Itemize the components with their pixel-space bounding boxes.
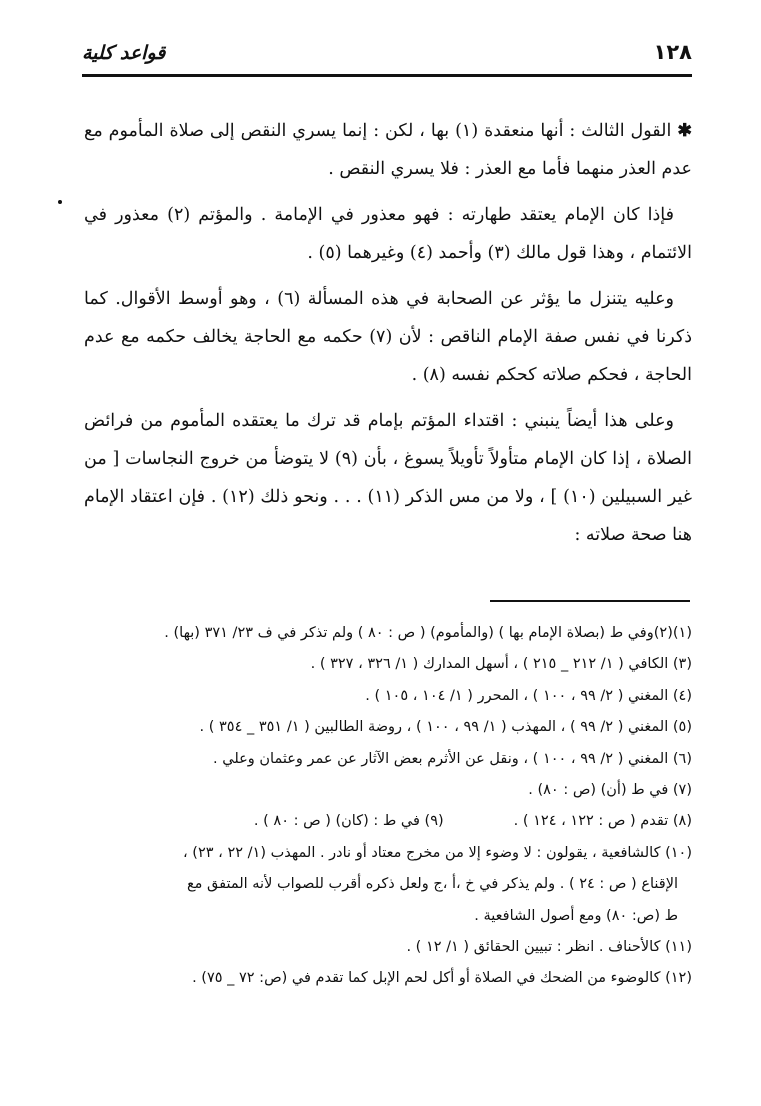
footnote-row [70,806,692,837]
paragraph-2: فإذا كان الإمام يعتقد طهارته : فهو معذور في الإمامة . والمؤتم (٢) معذور في الائتمام ، وهذا قول مالك (٣) وأحمد (٤) وغيرهما (٥) . [84,205,692,263]
footnote-continuation: ط (ص: ٨٠) ومع أصول الشافعية . [474,907,678,924]
running-title: قواعد كلية [82,42,166,64]
footnotes [70,618,692,995]
paragraph-4: وعلى هذا أيضاً ينبني : اقتداء المؤتم بإمام قد ترك ما يعتقده المأموم من فرائض الصلاة ، إذا كان الإمام متأولاً تأويلاً يسوغ ، بأن (٩) لا يتوضأ من خروج النجاسات [ من غير السبيلين (١٠) ] ، ولا من مس الذكر (١١) . . . ونحو ذلك (١٢) . فإن اعتقاد الإمام هنا صحة صلاته : [84,411,692,545]
footnote: (٧) في ط (أن) (ص : ٨٠) . [528,782,692,799]
paragraph-3: وعليه يتنزل ما يؤثر عن الصحابة في هذه المسألة (٦) ، وهو أوسط الأقوال. كما ذكرنا في نفس صفة الإمام الناقص : لأن (٧) حكمه مع الحاجة يخالف حكمه مع عدم الحاجة ، فحكم صلاته كحكم نفسه (٨) . [84,289,692,385]
paragraph-1-text: القول الثالث : أنها منعقدة (١) بها ، لكن : إنما يسري النقص إلى صلاة المأموم مع عدم العذر منهما فأما مع العذر : فلا يسري النقص . [84,121,692,179]
footnote: (١١) كالأحناف . انظر : تبيين الحقائق ( ١/ ١٢ ) . [406,939,692,956]
footnote: (٣) الكافي ( ١/ ٢١٢ _ ٢١٥ ) ، أسهل المدارك ( ١/ ٣٢٦ ، ٣٢٧ ) . [310,656,692,673]
footnote: (٩) في ط : (كان) ( ص : ٨٠ ) . [253,813,444,830]
ink-dot [58,200,62,204]
footnote-separator [490,600,690,602]
header-rule [82,74,692,77]
footnote: (٨) تقدم ( ص : ١٢٢ ، ١٢٤ ) . [513,813,692,830]
footnote-continuation: الإقناع ( ص : ٢٤ ) . ولم يذكر في خ ،أ ،ج ولعل ذكره أقرب للصواب لأنه المتفق مع [186,876,678,893]
footnote: (١٢) كالوضوء من الضحك في الصلاة أو أكل لحم الإبل كما تقدم في (ص: ٧٢ _ ٧٥) . [192,970,692,987]
paragraph-1 [84,112,692,188]
page-number: ١٢٨ [653,40,692,64]
footnote: (١)(٢)وفي ط (بصلاة الإمام بها ) (والمأموم) ( ص : ٨٠ ) ولم تذكر في ف ٢٣/ ٣٧١ (بها) . [164,625,692,641]
footnote: (١٠) كالشافعية ، يقولون : لا وضوء إلا من مخرج معتاد أو نادر . المهذب (١/ ٢٢ ، ٢٣) ، [183,844,692,861]
main-text [84,112,692,562]
running-header [82,38,692,72]
footnote: (٥) المغني ( ٢/ ٩٩ ) ، المهذب ( ١/ ٩٩ ، ١٠٠ ) ، روضة الطالبين ( ١/ ٣٥١ _ ٣٥٤ ) . [199,719,692,736]
footnote: (٦) المغني ( ٢/ ٩٩ ، ١٠٠ ) ، ونقل عن الأثرم بعض الآثار عن عمر وعثمان وعلي . [213,750,692,767]
footnote: (٤) المغني ( ٢/ ٩٩ ، ١٠٠ ) ، المحرر ( ١/ ١٠٤ ، ١٠٥ ) . [365,687,692,704]
star-icon: ✱ [677,121,692,141]
